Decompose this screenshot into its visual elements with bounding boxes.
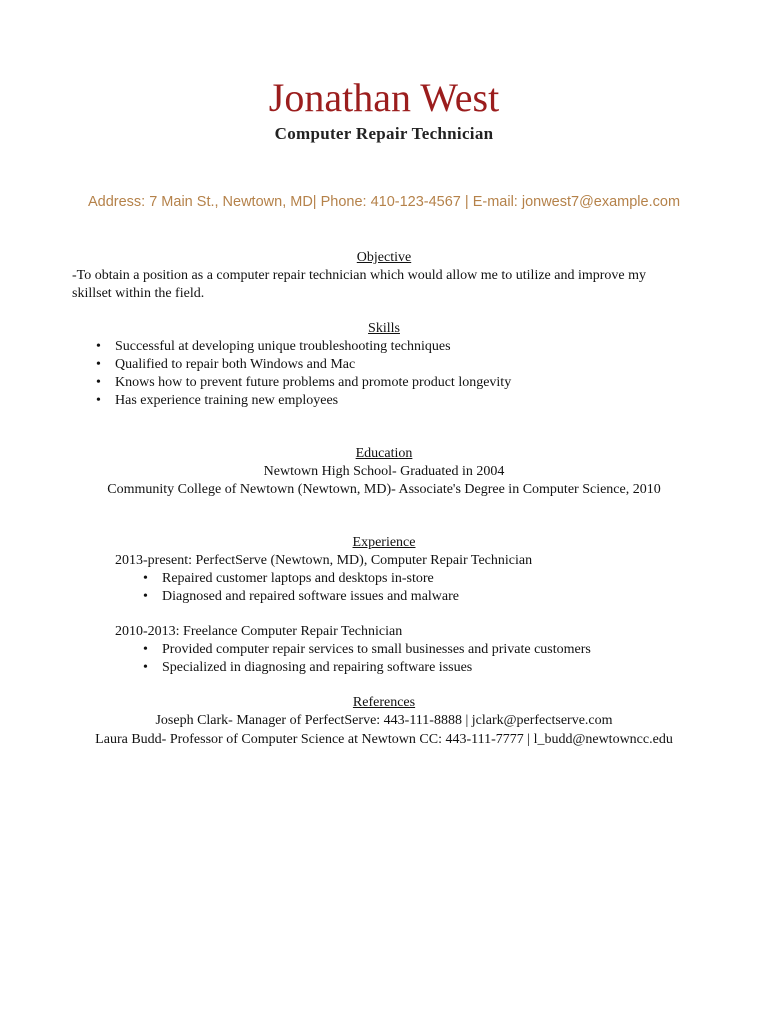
reference-line-2: Laura Budd- Professor of Computer Science at Newtown CC: 443-111-7777 | l_budd@newtowncc.edu	[95, 732, 673, 747]
list-item	[143, 570, 743, 588]
bullet-icon: •	[143, 660, 148, 675]
bullet-icon: •	[143, 642, 148, 657]
bullet-icon: •	[96, 339, 101, 354]
bullet-icon: •	[143, 571, 148, 586]
objective-heading: Objective	[356, 250, 412, 265]
duty-text: Diagnosed and repaired software issues and malware	[162, 589, 460, 604]
job-1-title: 2013-present: PerfectServe (Newtown, MD), Computer Repair Technician	[115, 553, 533, 568]
list-item	[143, 659, 743, 677]
list-item	[96, 338, 716, 356]
skill-text: Successful at developing unique troubleshooting techniques	[115, 339, 451, 354]
skill-text: Knows how to prevent future problems and promote product longevity	[115, 375, 512, 390]
job-1-duties	[143, 570, 743, 606]
list-item	[96, 392, 716, 410]
objective-line-1: -To obtain a position as a computer repair technician which would allow me to utilize and improve my	[72, 268, 647, 283]
skill-text: Has experience training new employees	[115, 393, 339, 408]
duty-text: Repaired customer laptops and desktops in-store	[162, 571, 434, 586]
education-line-2: Community College of Newtown (Newtown, MD)- Associate's Degree in Computer Science, 2010	[107, 482, 661, 497]
bullet-icon: •	[143, 589, 148, 604]
list-item	[96, 374, 716, 392]
bullet-icon: •	[96, 393, 101, 408]
skills-heading: Skills	[368, 321, 400, 336]
experience-heading: Experience	[352, 535, 416, 550]
duty-text: Specialized in diagnosing and repairing software issues	[162, 660, 473, 675]
contact-info: Address: 7 Main St., Newtown, MD| Phone: 410-123-4567 | E-mail: jonwest7@example.com	[87, 194, 681, 210]
skill-text: Qualified to repair both Windows and Mac	[115, 357, 356, 372]
applicant-name: Jonathan West	[268, 75, 500, 120]
job-2-duties	[143, 641, 743, 677]
list-item	[96, 356, 716, 374]
education-heading: Education	[355, 446, 413, 461]
list-item	[143, 641, 743, 659]
skills-list	[96, 338, 716, 410]
bullet-icon: •	[96, 357, 101, 372]
duty-text: Provided computer repair services to small businesses and private customers	[162, 642, 591, 657]
objective-line-2: skillset within the field.	[72, 286, 205, 301]
references-heading: References	[352, 695, 416, 710]
job-title: Computer Repair Technician	[274, 124, 494, 143]
bullet-icon: •	[96, 375, 101, 390]
job-2-title: 2010-2013: Freelance Computer Repair Technician	[115, 624, 403, 639]
list-item	[143, 588, 743, 606]
education-line-1: Newtown High School- Graduated in 2004	[263, 464, 505, 479]
reference-line-1: Joseph Clark- Manager of PerfectServe: 443-111-8888 | jclark@perfectserve.com	[155, 713, 613, 728]
